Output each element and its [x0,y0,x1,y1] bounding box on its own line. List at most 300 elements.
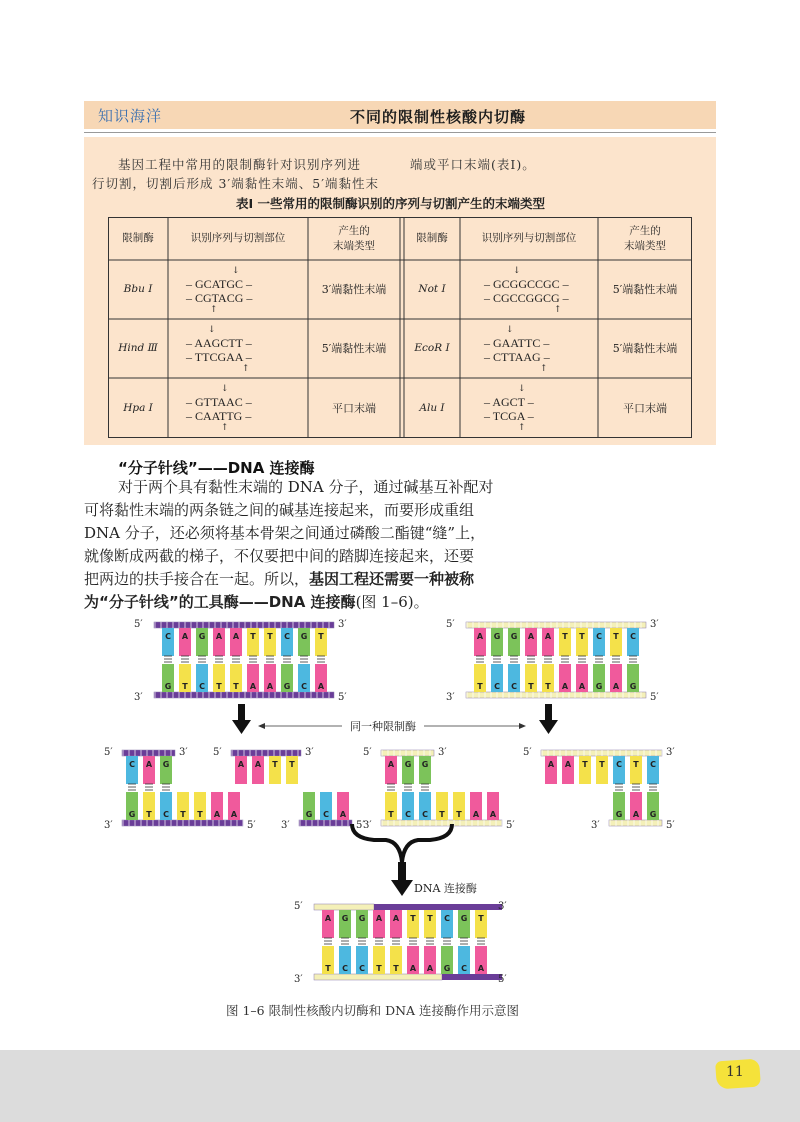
base-label: G [164,682,172,691]
three-prime-label: 3′ [591,820,600,831]
cut-arrow-up-icon: ↑ [221,423,229,433]
strand-tick [655,750,657,756]
strand-tick [417,820,419,826]
strand-tick [250,692,252,698]
base-label: A [392,914,400,923]
base-label: A [237,760,245,769]
strand-tick [628,692,630,698]
base-label: T [633,760,639,769]
strand-tick [553,750,555,756]
base-label: A [472,810,480,819]
strand-tick [134,750,136,756]
strand-tick [639,820,641,826]
strand-tick [465,820,467,826]
base-label: A [612,682,620,691]
paragraph-line: 就像断成两截的梯子，不仅要把中间的踏脚连接起来，还要 [84,547,475,565]
strand-tick [146,750,148,756]
strand-tick [562,622,564,628]
strand-tick [478,622,480,628]
strand-tick [604,622,606,628]
five-prime-label: 5′ [506,820,515,831]
strand-tick [140,750,142,756]
base-label: T [528,682,534,691]
base-label: T [545,682,551,691]
strand-tick [651,820,653,826]
strand-tick [267,750,269,756]
strand-tick [532,692,534,698]
base-label: T [613,632,619,641]
strand-tick [484,692,486,698]
strand-tick [556,692,558,698]
base-label: A [317,682,325,691]
strand-tick [262,692,264,698]
three-prime-label: 3′ [104,820,113,831]
strand-tick [231,750,233,756]
base-label: T [599,760,605,769]
strand-tick [502,622,504,628]
three-prime-label: 3′ [305,747,314,758]
base-label: T [477,682,483,691]
base-label: T [146,810,152,819]
strand-tick [244,622,246,628]
strand-tick [317,820,319,826]
enzyme-name: Not Ⅰ [418,283,446,295]
sequence-bottom: – CTTAAG – [484,350,550,364]
strand-tick [459,820,461,826]
strand-tick [640,622,642,628]
base-label: T [289,760,295,769]
strand-tick [435,820,437,826]
strand-tick [501,820,503,826]
strand-tick [411,750,413,756]
section-label: 知识海洋 [98,107,163,125]
base-label: C [199,682,205,691]
cut-arrow-down-icon: ↓ [232,266,240,276]
cut-arrow-up-icon: ↑ [242,364,250,374]
strand-tick [298,692,300,698]
base-label: A [426,964,434,973]
strand-tick [214,692,216,698]
base-label: T [376,964,382,973]
base-label: C [359,964,365,973]
strand-tick [622,692,624,698]
enzyme-name: Bbu Ⅰ [123,283,153,295]
strand-tick [526,692,528,698]
strand-tick [387,750,389,756]
strand-tick [304,692,306,698]
strand-tick [508,622,510,628]
strand-tick [472,622,474,628]
three-prime-label: 3′ [498,901,507,912]
strand-tick [299,820,301,826]
strand-tick [580,622,582,628]
strand-tick [286,622,288,628]
strand-tick [243,750,245,756]
paragraph-emphasis: 基因工程还需要一种被称 [309,570,475,588]
strand-tick [170,820,172,826]
strand-tick [633,820,635,826]
strand-tick [218,820,220,826]
strand-tick [256,692,258,698]
five-prime-label: 5′ [294,901,303,912]
strand-tick [649,750,651,756]
base-label: A [266,682,274,691]
base-label: C [616,760,622,769]
strand-tick [274,622,276,628]
strand-tick [166,692,168,698]
base-label: C [461,964,467,973]
strand-tick [208,622,210,628]
strand-tick [292,692,294,698]
base-label: T [427,914,433,923]
base-label: C [596,632,602,641]
base-label: G [629,682,637,691]
strand-tick [154,692,156,698]
strand-tick [610,622,612,628]
strand-tick [607,750,609,756]
base-label: A [632,810,640,819]
sequence-top: – AAGCTT – [186,336,252,350]
arrow-shaft [238,704,245,720]
strand-tick [206,820,208,826]
strand-tick [244,692,246,698]
arrow-left-icon [258,723,265,729]
end-type: 5′端黏性末端 [612,283,678,296]
strand-tick [429,750,431,756]
sequence-top: – AGCT – [484,395,534,409]
three-prime-label: 3′ [650,619,659,630]
strand-tick [520,692,522,698]
enzyme-name: Hind Ⅲ [118,342,158,354]
sequence-bottom: – TCGA – [484,409,534,423]
figure-caption: 图 1–6 限制性核酸内切酶和 DNA 连接酶作用示意图 [226,1003,520,1018]
strand-tick [128,750,130,756]
strand-tick [619,750,621,756]
base-label: T [318,632,324,641]
base-label: C [630,632,636,641]
strand-tick [304,622,306,628]
strand-tick [202,692,204,698]
base-label: A [339,810,347,819]
strand-tick [423,750,425,756]
strand-tick [194,820,196,826]
strand-tick [232,622,234,628]
strand-tick [329,820,331,826]
strand-tick [224,820,226,826]
strand-tick [613,750,615,756]
strand-tick [310,692,312,698]
strand-tick [286,692,288,698]
base-label: A [527,632,535,641]
strand-tick [417,750,419,756]
strand-tick [208,692,210,698]
col-header-enzyme-right: 限制酶 [416,232,448,244]
strand-tick [496,622,498,628]
three-prime-label: 3′ [363,820,372,831]
base-label: A [489,810,497,819]
strand-tick [615,820,617,826]
strand-tick [586,622,588,628]
three-prime-label: 3′ [134,692,143,703]
strand-tick [592,622,594,628]
strand-tick [532,622,534,628]
strand-tick [550,692,552,698]
strand-tick [280,692,282,698]
result-bottom-strand-cream [314,974,442,980]
strand-tick [657,820,659,826]
result-top-strand-purple [374,904,502,910]
three-prime-label: 3′ [281,820,290,831]
arrow-down-icon [232,720,251,734]
sequence-bottom: – CGTACG – [186,291,253,305]
strand-tick [316,692,318,698]
strand-tick [122,750,124,756]
strand-tick [134,820,136,826]
base-label: G [128,810,136,819]
strand-tick [381,820,383,826]
strand-tick [262,622,264,628]
five-prime-label: 5′ [363,747,372,758]
base-label: G [283,682,291,691]
paragraph-line [84,568,724,591]
strand-tick [158,820,160,826]
strand-tick [297,750,299,756]
base-label: G [305,810,313,819]
strand-tick [616,692,618,698]
strand-tick [122,820,124,826]
base-label: G [162,760,170,769]
base-label: G [595,682,603,691]
paragraph-line: 对于两个具有黏性末端的 DNA 分子，通过碱基互补配对 [118,478,494,496]
strand-tick [544,622,546,628]
strand-tick [586,692,588,698]
base-label: T [325,964,331,973]
strand-tick [188,820,190,826]
strand-tick [483,820,485,826]
strand-tick [164,750,166,756]
strand-tick [627,820,629,826]
strand-tick [565,750,567,756]
base-label: C [163,810,169,819]
base-label: A [387,760,395,769]
cut-arrow-down-icon: ↓ [518,384,526,394]
base-label: C [494,682,500,691]
strand-tick [298,622,300,628]
base-label: G [460,914,468,923]
strand-tick [381,750,383,756]
strand-tick [514,622,516,628]
strand-tick [502,692,504,698]
base-label: G [341,914,349,923]
cut-arrow-up-icon: ↑ [540,364,548,374]
strand-tick [387,820,389,826]
five-prime-label: 5′ [104,747,113,758]
base-label: A [215,632,223,641]
three-prime-label: 3′ [294,974,303,985]
three-prime-label: 3′ [446,692,455,703]
base-label: C [511,682,517,691]
strand-tick [184,622,186,628]
five-prime-label: 5′ [338,692,347,703]
strand-tick [490,692,492,698]
strand-tick [547,750,549,756]
end-type: 平口末端 [332,401,376,415]
enzyme-table [108,217,692,438]
strand-tick [328,692,330,698]
strand-tick [393,820,395,826]
base-label: T [579,632,585,641]
strand-tick [172,622,174,628]
strand-tick [190,692,192,698]
base-label: A [249,682,257,691]
cut-arrow-down-icon: ↓ [506,325,514,335]
base-label: A [213,810,221,819]
base-label: A [578,682,586,691]
base-label: A [232,632,240,641]
paragraph-line [84,591,724,614]
end-type: 3′端黏性末端 [321,283,387,296]
base-label: C [301,682,307,691]
strand-tick [471,820,473,826]
subheading: “分子针线”——DNA 连接酶 [118,459,315,477]
strand-tick [595,750,597,756]
base-label: T [182,682,188,691]
base-label: G [358,914,366,923]
strand-tick [631,750,633,756]
fragment-1b-top-strand [231,750,301,756]
strand-tick [609,820,611,826]
strand-tick [242,820,244,826]
strand-tick [230,820,232,826]
strand-tick [291,750,293,756]
strand-tick [598,692,600,698]
strand-tick [447,820,449,826]
strand-tick [589,750,591,756]
five-prime-label: 5′ [247,820,256,831]
strand-tick [550,622,552,628]
strand-tick [429,820,431,826]
strand-tick [341,820,343,826]
strand-tick [556,622,558,628]
strand-tick [495,820,497,826]
end-type: 5′端黏性末端 [321,342,387,355]
strand-tick [393,750,395,756]
table-title: 表Ⅰ 一些常用的限制酶识别的序列与切割产生的末端类型 [236,196,546,211]
paragraph-emphasis: 为“分子针线”的工具酶——DNA 连接酶 [84,593,356,611]
base-label: C [444,914,450,923]
base-label: A [324,914,332,923]
strand-tick [621,820,623,826]
strand-tick [316,622,318,628]
strand-tick [661,750,663,756]
strand-tick [214,622,216,628]
sequence-top: – GAATTC – [484,336,550,350]
strand-tick [280,622,282,628]
base-label: A [476,632,484,641]
col-header-sequence-right: 识别序列与切割部位 [481,232,577,244]
strand-tick [477,820,479,826]
base-label: T [267,632,273,641]
strand-tick [568,692,570,698]
five-prime-label: 5′ [446,619,455,630]
end-type: 平口末端 [623,401,667,415]
base-label: T [197,810,203,819]
section-title: 不同的限制性核酸内切酶 [350,108,527,126]
strand-tick [166,622,168,628]
strand-tick [128,820,130,826]
strand-tick [405,820,407,826]
base-label: A [145,760,153,769]
sequence-bottom: – TTCGAA – [186,350,252,364]
strand-tick [226,622,228,628]
strand-tick [178,692,180,698]
sequence-bottom: – CAATTG – [186,409,252,423]
base-label: T [388,810,394,819]
strand-tick [411,820,413,826]
strand-tick [154,622,156,628]
base-label: A [254,760,262,769]
cut-arrow-down-icon: ↓ [513,266,521,276]
base-label: A [181,632,189,641]
strand-tick [305,820,307,826]
strand-tick [158,750,160,756]
strand-tick [466,692,468,698]
base-label: T [582,760,588,769]
strand-tick [610,692,612,698]
strand-tick [466,622,468,628]
strand-tick [273,750,275,756]
strand-tick [520,622,522,628]
strand-tick [170,750,172,756]
base-label: G [510,632,518,641]
strand-tick [628,622,630,628]
strand-tick [236,820,238,826]
strand-tick [220,622,222,628]
strand-tick [478,692,480,698]
enzyme-name: EcoR Ⅰ [414,342,450,354]
strand-tick [541,750,543,756]
strand-tick [212,820,214,826]
arrow-down-icon [391,880,413,896]
intro-text-1a: 基因工程中常用的限制酶针对识别序列进 [118,157,362,172]
strand-tick [335,820,337,826]
strand-tick [472,692,474,698]
strand-tick [256,622,258,628]
strand-tick [285,750,287,756]
strand-tick [268,622,270,628]
strand-tick [574,692,576,698]
strand-tick [328,622,330,628]
base-label: T [410,914,416,923]
base-label: G [443,964,451,973]
cut-arrow-up-icon: ↑ [554,305,562,315]
strand-tick [140,820,142,826]
base-label: T [233,682,239,691]
base-label: T [180,810,186,819]
strand-tick [645,820,647,826]
strand-tick [268,692,270,698]
paragraph-text: (图 1–6)。 [355,593,429,611]
strand-tick [152,820,154,826]
col-header-end-type-line2: 末端类型 [333,239,375,252]
strand-tick [196,622,198,628]
strand-tick [637,750,639,756]
strand-tick [484,622,486,628]
strand-tick [571,750,573,756]
base-label: C [650,760,656,769]
strand-tick [559,750,561,756]
strand-tick [538,692,540,698]
